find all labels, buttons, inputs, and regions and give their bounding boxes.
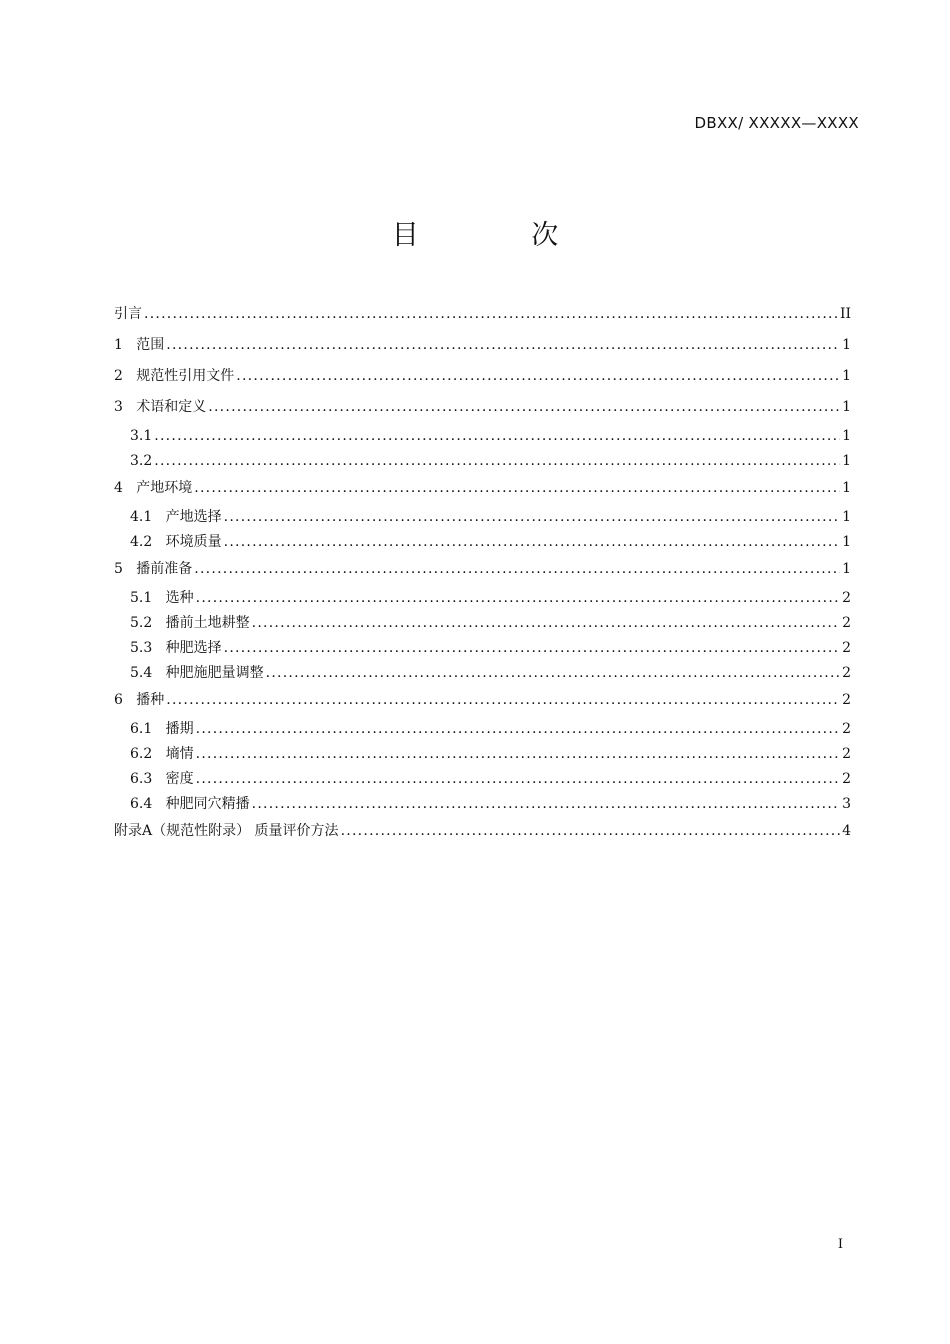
toc-entry-label: 产地选择 <box>165 509 222 525</box>
toc-dot-leader <box>154 451 840 471</box>
toc-entry[interactable] <box>114 794 851 819</box>
toc-entry[interactable] <box>114 744 851 769</box>
toc-entry[interactable] <box>114 613 851 638</box>
toc-dot-leader <box>196 719 840 739</box>
toc-entry-page: 1 <box>842 399 851 415</box>
toc-entry-label: 墒情 <box>165 746 194 762</box>
toc-entry-number: 5.4 <box>130 665 166 681</box>
toc-dot-leader <box>266 663 840 683</box>
toc-entry-label: 产地环境 <box>136 480 193 496</box>
toc-entry-number: 3 <box>114 399 137 415</box>
toc-entry-label: 种肥选择 <box>165 640 222 656</box>
toc-entry-label: 术语和定义 <box>136 399 207 415</box>
toc-dot-leader <box>224 507 840 527</box>
toc-entry-label: 规范性引用文件 <box>136 368 235 384</box>
toc-entry-number: 5.2 <box>130 615 166 631</box>
toc-entry-number: 1 <box>114 337 137 353</box>
toc-entry[interactable] <box>114 476 851 507</box>
toc-entry[interactable] <box>114 688 851 719</box>
toc-entry[interactable] <box>114 507 851 532</box>
toc-entry-number: 4.1 <box>130 509 166 525</box>
toc-entry-number: 2 <box>114 368 137 384</box>
toc-entry-page: 1 <box>842 509 851 525</box>
toc-entry-label: 种肥同穴精播 <box>165 796 250 812</box>
toc-entry-page: 2 <box>842 590 851 606</box>
toc-dot-leader <box>166 690 840 710</box>
toc-entry-label: 选种 <box>165 590 194 606</box>
toc-entry-page: 1 <box>842 561 851 577</box>
toc-entry-page: 2 <box>842 771 851 787</box>
toc-entry[interactable] <box>114 557 851 588</box>
toc-entry-page: 1 <box>842 368 851 384</box>
toc-entry-number: 3.2 <box>130 453 153 469</box>
toc-entry[interactable] <box>114 364 851 395</box>
toc-entry-page: 2 <box>842 721 851 737</box>
toc-entry[interactable] <box>114 302 851 333</box>
toc-entry-number: 4 <box>114 480 137 496</box>
document-code: DBXX/ XXXXX—XXXX <box>694 114 859 132</box>
toc-entry-label: 引言 <box>114 306 142 322</box>
toc-entry-page: 2 <box>842 692 851 708</box>
toc-entry-number: 6.4 <box>130 796 166 812</box>
toc-entry-label: 播前土地耕整 <box>165 615 250 631</box>
toc-entry-number: 6 <box>114 692 137 708</box>
toc-entry[interactable] <box>114 532 851 557</box>
toc-entry-page: 2 <box>842 615 851 631</box>
toc-entry-page: 2 <box>842 665 851 681</box>
toc-dot-leader <box>236 366 840 386</box>
toc-entry-number: 5 <box>114 561 137 577</box>
toc-entry-page: 4 <box>842 823 851 839</box>
toc-entry[interactable] <box>114 395 851 426</box>
toc-dot-leader <box>196 588 840 608</box>
toc-entry-number: 3.1 <box>130 428 153 444</box>
toc-entry[interactable] <box>114 719 851 744</box>
toc-entry-label: 播种 <box>136 692 165 708</box>
toc-entry-label: 环境质量 <box>165 534 222 550</box>
toc-entry-page: 2 <box>842 746 851 762</box>
toc-entry[interactable] <box>114 819 851 850</box>
toc-entry[interactable] <box>114 638 851 663</box>
toc-title: 目 次 <box>391 220 611 251</box>
toc-dot-leader <box>154 426 840 446</box>
toc-entry-label: 播前准备 <box>136 561 193 577</box>
toc-entry[interactable] <box>114 333 851 364</box>
toc-entry-number: 6.1 <box>130 721 166 737</box>
toc-entry-page: 1 <box>842 337 851 353</box>
toc-entry-page: 2 <box>842 640 851 656</box>
toc-entry-label: 附录A（规范性附录） 质量评价方法 <box>114 823 339 839</box>
toc-entry-page: II <box>839 306 851 322</box>
toc-entry[interactable] <box>114 663 851 688</box>
toc-dot-leader <box>166 335 840 355</box>
toc-dot-leader <box>252 613 840 633</box>
toc-entry-label: 播期 <box>165 721 194 737</box>
toc-entry-number: 5.3 <box>130 640 166 656</box>
toc-entry-number: 5.1 <box>130 590 166 606</box>
toc-entry-page: 1 <box>842 428 851 444</box>
toc-dot-leader <box>194 478 840 498</box>
toc-entry[interactable] <box>114 451 851 476</box>
toc-entry-label: 种肥施肥量调整 <box>165 665 264 681</box>
toc-entry[interactable] <box>114 769 851 794</box>
toc-entry[interactable] <box>114 426 851 451</box>
toc-dot-leader <box>196 769 840 789</box>
toc-entry-number: 4.2 <box>130 534 166 550</box>
toc-dot-leader <box>341 821 841 841</box>
toc-dot-leader <box>208 397 840 417</box>
toc-entry-page: 1 <box>842 480 851 496</box>
page-number: I <box>837 1237 843 1252</box>
toc-entry-page: 1 <box>842 453 851 469</box>
table-of-contents <box>114 302 851 850</box>
toc-dot-leader <box>224 638 840 658</box>
toc-dot-leader <box>196 744 840 764</box>
toc-dot-leader <box>194 559 840 579</box>
toc-entry-page: 3 <box>842 796 851 812</box>
toc-entry[interactable] <box>114 588 851 613</box>
toc-entry-page: 1 <box>842 534 851 550</box>
toc-entry-number: 6.2 <box>130 746 166 762</box>
toc-dot-leader <box>144 304 838 324</box>
toc-entry-label: 密度 <box>165 771 194 787</box>
toc-dot-leader <box>224 532 840 552</box>
toc-dot-leader <box>252 794 840 814</box>
toc-entry-number: 6.3 <box>130 771 166 787</box>
toc-entry-label: 范围 <box>136 337 165 353</box>
